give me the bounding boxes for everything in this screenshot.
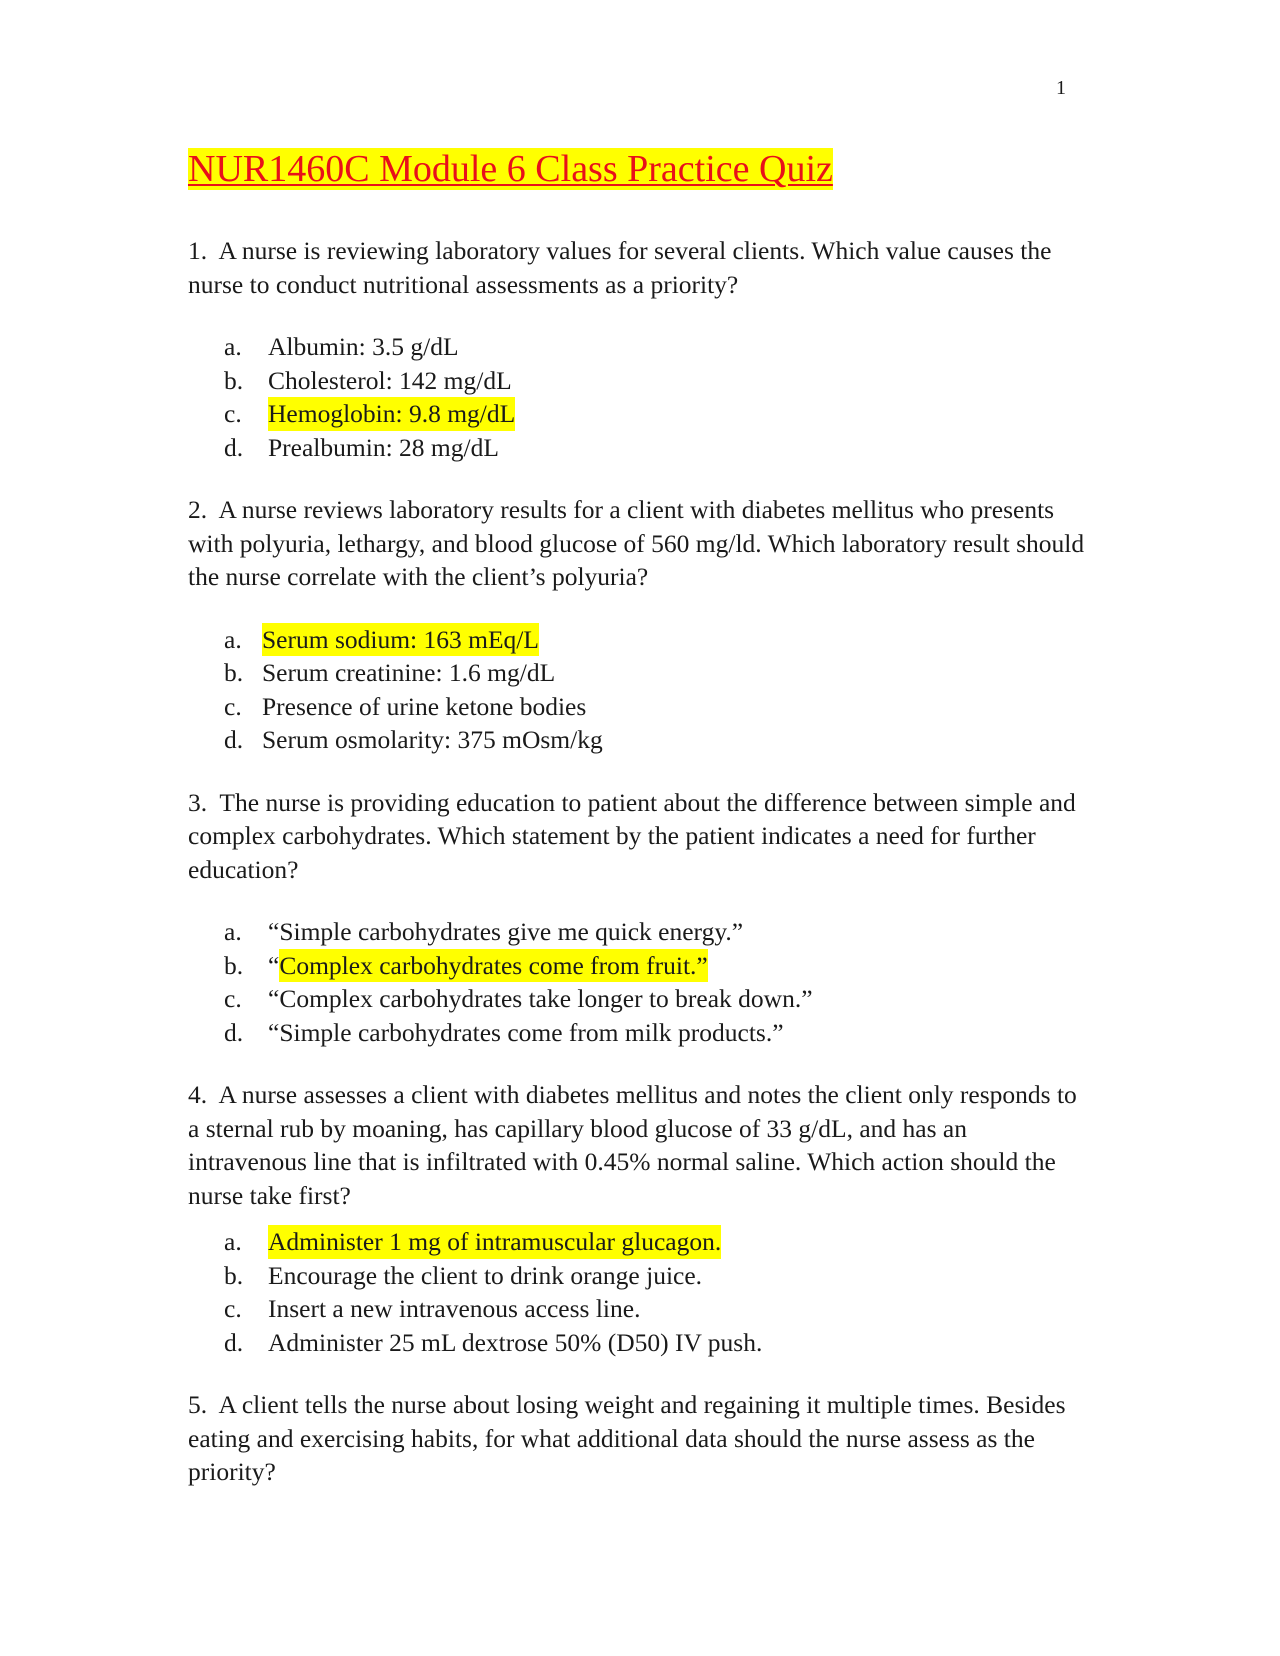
question-number: 5. <box>188 1390 208 1419</box>
question-4 <box>188 1078 1088 1359</box>
option-b <box>188 656 1088 690</box>
highlighted-answer: Serum sodium: 163 mEq/L <box>262 623 539 657</box>
option-b <box>188 1259 1088 1293</box>
option-letter: a. <box>224 1227 242 1256</box>
option-letter: b. <box>224 365 244 395</box>
question-prompt: A nurse assesses a client with diabetes mellitus and notes the client only responds to a sternal rub by moaning, has capillary blood glucose of 33 g/dL, and has an intravenous line that is infiltrated with 0.45% normal saline. Which action should the nurse take first? <box>188 1080 1077 1210</box>
option-b <box>188 949 1088 983</box>
option-text: Prealbumin: 28 mg/dL <box>268 432 499 462</box>
question-2 <box>188 493 1088 757</box>
quiz-content <box>188 234 1088 1518</box>
option-d <box>188 723 1088 757</box>
question-5-text <box>188 1388 1088 1489</box>
question-1-options <box>188 330 1088 464</box>
option-letter: d. <box>224 1327 244 1357</box>
option-letter: b. <box>224 658 244 687</box>
option-c <box>188 690 1088 724</box>
option-text: “Simple carbohydrates give me quick energy.” <box>268 917 744 946</box>
question-5 <box>188 1388 1088 1489</box>
option-d <box>188 431 1088 465</box>
option-letter: d. <box>224 725 244 754</box>
question-number: 2. <box>188 495 208 524</box>
option-letter: b. <box>224 950 244 980</box>
option-text: Albumin: 3.5 g/dL <box>268 332 459 361</box>
question-4-text <box>188 1078 1088 1212</box>
page-number: 1 <box>1056 77 1066 99</box>
title-text: NUR1460C Module 6 Class Practice Quiz <box>188 148 833 190</box>
option-text: “Simple carbohydrates come from milk products.” <box>268 1017 784 1047</box>
option-c <box>188 982 1088 1016</box>
highlighted-answer: Hemoglobin: 9.8 mg/dL <box>268 397 515 431</box>
option-letter: d. <box>224 1017 244 1047</box>
page-title <box>188 146 833 192</box>
question-prompt: A nurse reviews laboratory results for a client with diabetes mellitus who presents with polyuria, lethargy, and blood glucose of 560 mg/ld. Which laboratory result should the nurse correlate with the client’s polyuria? <box>188 495 1085 591</box>
option-open-quote: “ <box>268 950 280 980</box>
question-prompt: A client tells the nurse about losing weight and regaining it multiple times. Besides eating and exercising habits, for what additional data should the nurse assess as the priority? <box>188 1390 1066 1486</box>
option-letter: d. <box>224 432 244 462</box>
question-1-text <box>188 234 1088 301</box>
option-b <box>188 364 1088 398</box>
option-letter: b. <box>224 1260 244 1290</box>
question-3-text <box>188 786 1088 887</box>
option-letter: c. <box>224 1294 242 1323</box>
option-text: Presence of urine ketone bodies <box>262 691 587 721</box>
question-prompt: The nurse is providing education to patient about the difference between simple and complex carbohydrates. Which statement by the patient indicates a need for further education? <box>188 787 1076 884</box>
highlighted-answer: Administer 1 mg of intramuscular glucagon. <box>268 1225 721 1259</box>
question-1 <box>188 234 1088 464</box>
option-text: Cholesterol: 142 mg/dL <box>268 365 512 395</box>
option-text: Encourage the client to drink orange juice. <box>268 1260 703 1290</box>
highlighted-answer: Complex carbohydrates come from fruit.” <box>279 949 707 983</box>
option-letter: c. <box>224 691 242 721</box>
option-text: Administer 25 mL dextrose 50% (D50) IV push. <box>268 1327 763 1357</box>
option-a <box>188 330 1088 364</box>
option-c <box>188 1292 1088 1326</box>
question-3-options <box>188 915 1088 1049</box>
question-3 <box>188 786 1088 1050</box>
option-a <box>188 623 1088 657</box>
question-2-options <box>188 623 1088 757</box>
option-letter: a. <box>224 624 242 654</box>
option-text: “Complex carbohydrates take longer to break down.” <box>268 984 813 1013</box>
question-4-options <box>188 1225 1088 1359</box>
question-2-text <box>188 493 1088 594</box>
option-text: Serum osmolarity: 375 mOsm/kg <box>262 725 603 754</box>
option-letter: a. <box>224 917 242 946</box>
option-letter: c. <box>224 399 242 428</box>
option-c <box>188 397 1088 431</box>
option-text: Insert a new intravenous access line. <box>268 1294 641 1323</box>
question-prompt: A nurse is reviewing laboratory values for several clients. Which value causes the nurse to conduct nutritional assessments as a priority? <box>188 236 1052 299</box>
option-letter: c. <box>224 984 242 1013</box>
question-number: 3. <box>188 787 208 817</box>
question-number: 4. <box>188 1080 208 1109</box>
option-a <box>188 1225 1088 1259</box>
option-letter: a. <box>224 332 242 361</box>
question-number: 1. <box>188 236 208 265</box>
option-d <box>188 1326 1088 1360</box>
option-d <box>188 1016 1088 1050</box>
option-text: Serum creatinine: 1.6 mg/dL <box>262 658 556 687</box>
option-a <box>188 915 1088 949</box>
